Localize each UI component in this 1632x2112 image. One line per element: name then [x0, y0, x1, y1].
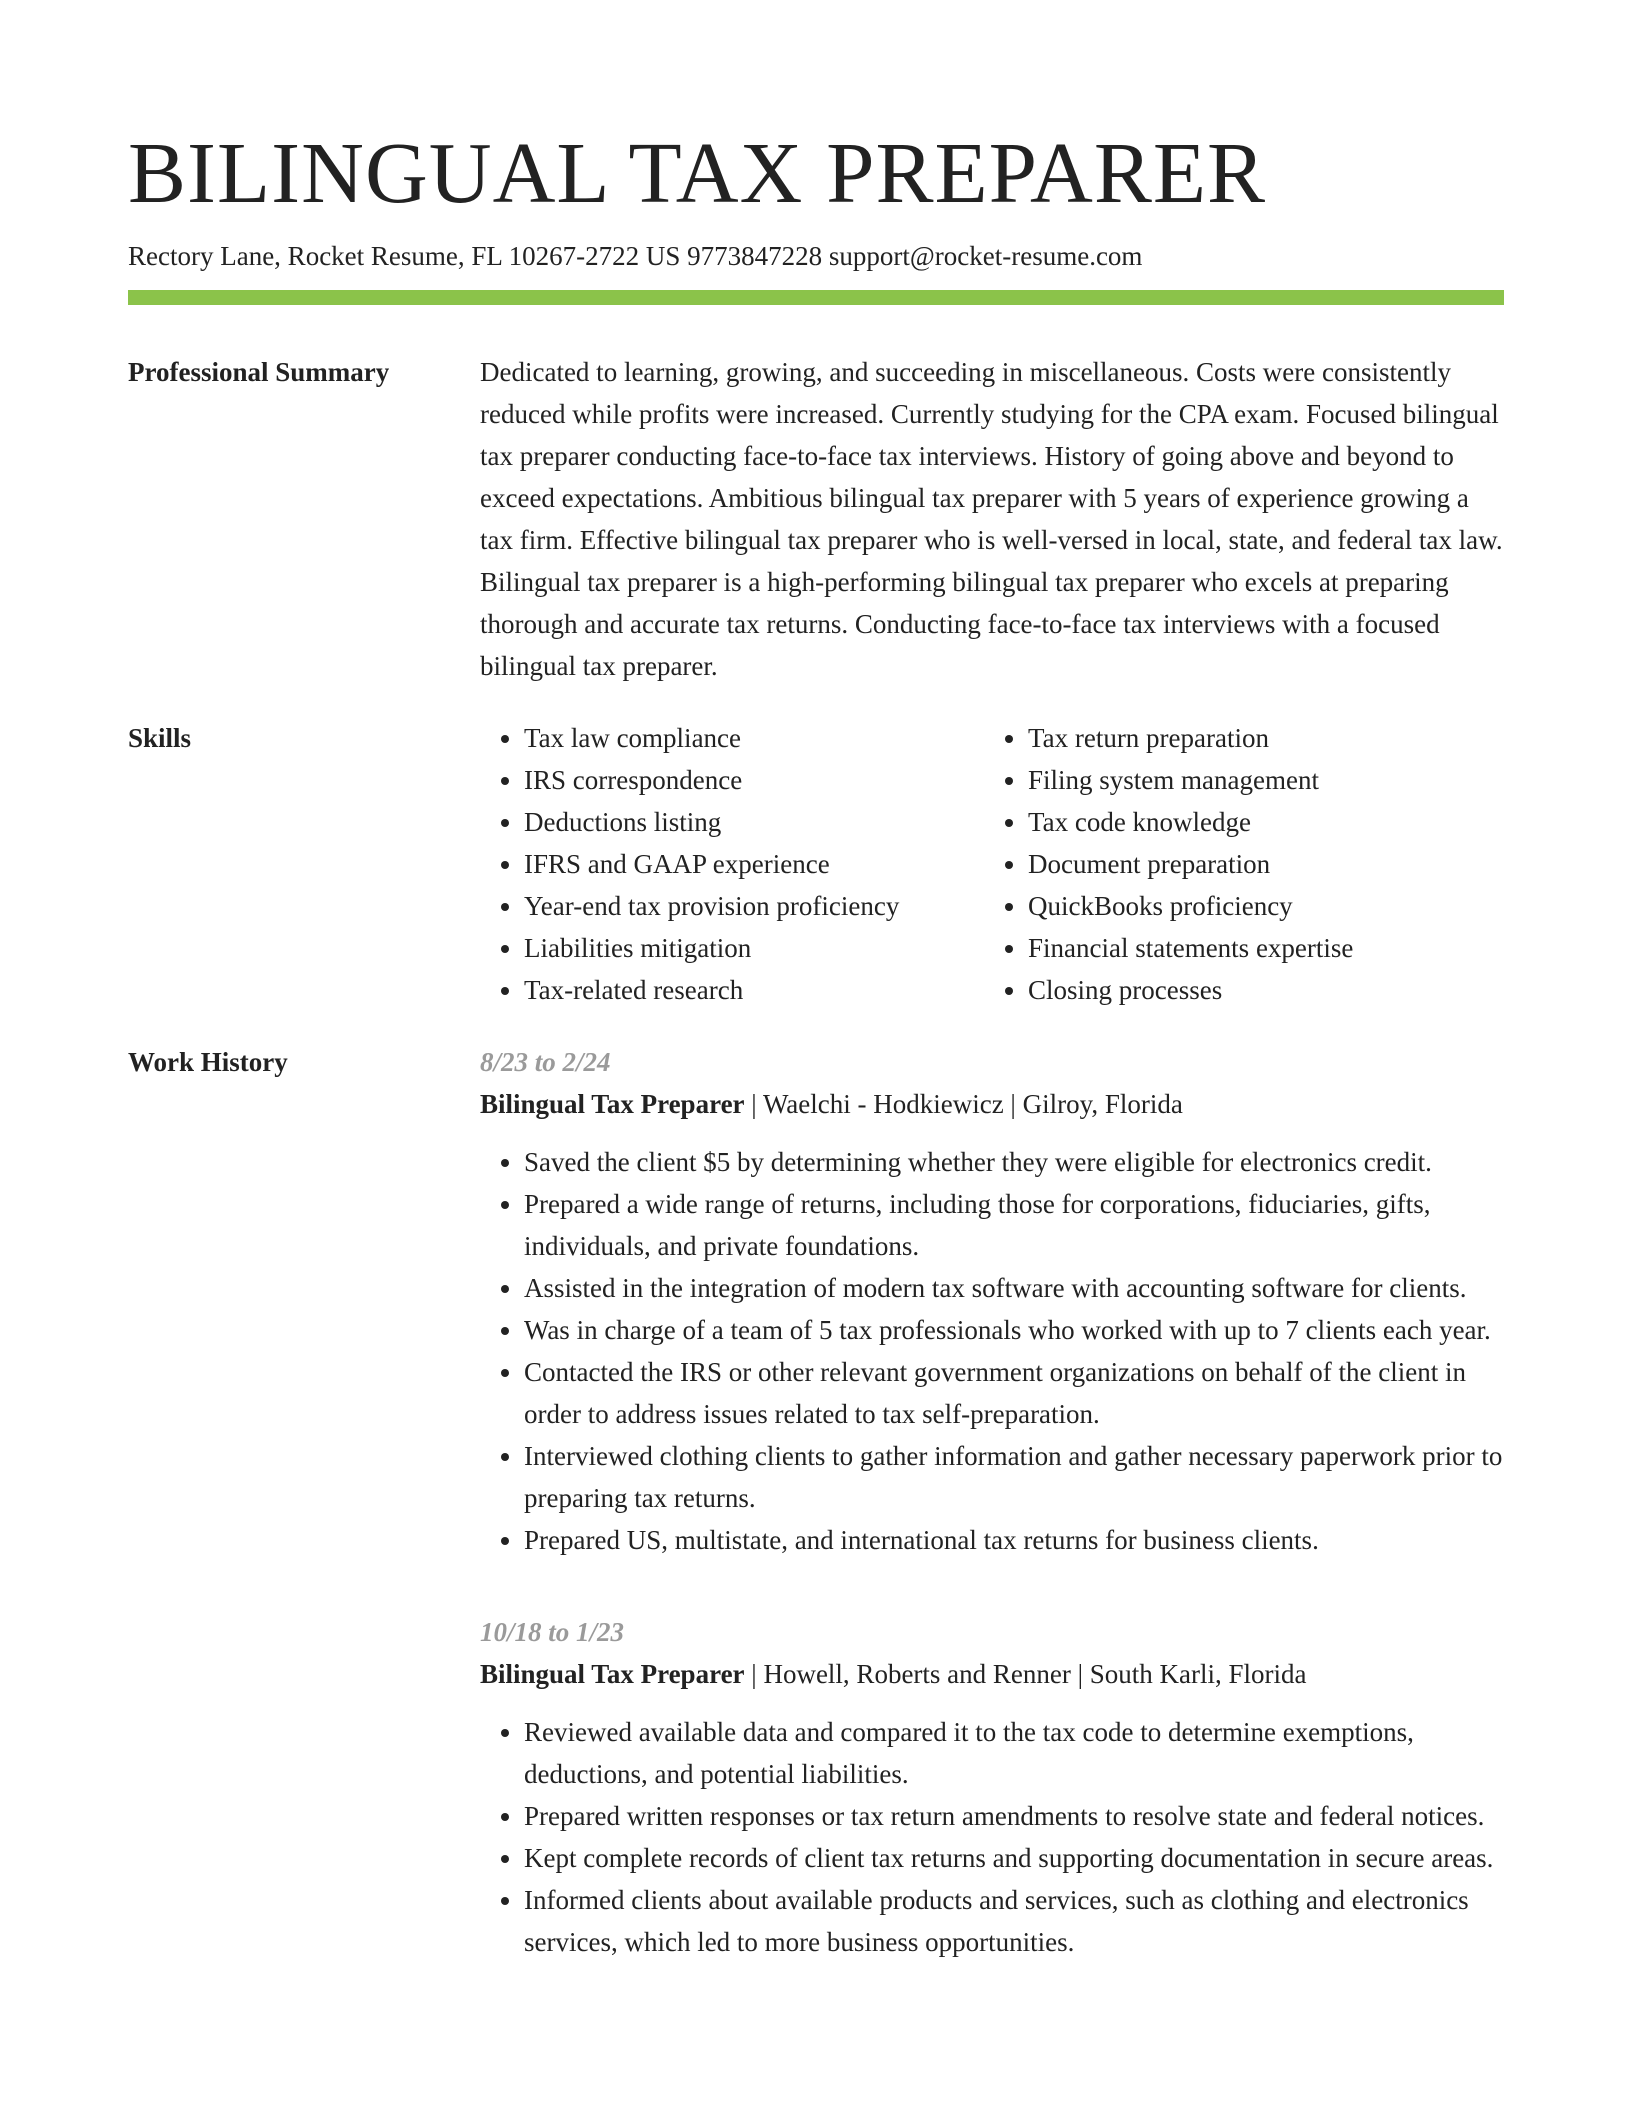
header-divider: [128, 290, 1504, 305]
job-details: | Waelchi - Hodkiewicz | Gilroy, Florida: [744, 1089, 1183, 1119]
job-bullet: • Was in charge of a team of 5 tax professionals who worked with up to 7 clients each year.: [524, 1309, 1504, 1351]
job-bullet: • Saved the client $5 by determining whether they were eligible for electronics credit.: [524, 1141, 1504, 1183]
skill-item: • Tax-related research: [524, 969, 984, 1011]
job-dates: 10/18 to 1/23: [480, 1617, 625, 1647]
job-bullet: • Prepared US, multistate, and international tax returns for business clients.: [524, 1519, 1504, 1561]
skill-item: • Tax code knowledge: [1028, 801, 1353, 843]
job-entry: [480, 1041, 1504, 1561]
skill-item: • Financial statements expertise: [1028, 927, 1353, 969]
job-title: Bilingual Tax Preparer: [480, 1089, 745, 1119]
job-entry: [480, 1611, 1504, 1963]
skill-item: • Tax return preparation: [1028, 717, 1353, 759]
skill-item: • Document preparation: [1028, 843, 1353, 885]
job-bullet: • Informed clients about available products and services, such as clothing and electronics services, which led to more business opportunities.: [524, 1879, 1504, 1963]
contact-line: Rectory Lane, Rocket Resume, FL 10267-2722 US 9773847228 support@rocket-resume.com: [128, 241, 1143, 271]
section-title-professional-summary: Professional Summary: [128, 357, 390, 387]
professional-summary-section: [128, 355, 1504, 687]
work-history-body: [480, 1045, 1504, 2017]
skills-right-list: [984, 717, 1353, 1011]
job-title-line: [480, 1653, 1504, 1695]
skill-item: • Year-end tax provision proficiency: [524, 885, 984, 927]
professional-summary-body: [480, 355, 1504, 687]
job-bullet: • Prepared written responses or tax return amendments to resolve state and federal notices.: [524, 1795, 1504, 1837]
skills-left-list: [480, 717, 984, 1011]
job-bullets: [480, 1711, 1504, 1963]
section-title-skills: Skills: [128, 723, 192, 753]
job-bullet: • Kept complete records of client tax returns and supporting documentation in secure areas.: [524, 1837, 1504, 1879]
job-bullet: • Prepared a wide range of returns, including those for corporations, fiduciaries, gifts, individuals, and private foundations.: [524, 1183, 1504, 1267]
job-dates: 8/23 to 2/24: [480, 1047, 611, 1077]
skill-item: • IFRS and GAAP experience: [524, 843, 984, 885]
skill-item: • QuickBooks proficiency: [1028, 885, 1353, 927]
job-title-line: [480, 1083, 1504, 1125]
job-title: Bilingual Tax Preparer: [480, 1659, 745, 1689]
skill-item: • Filing system management: [1028, 759, 1353, 801]
job-details: | Howell, Roberts and Renner | South Karli, Florida: [744, 1659, 1307, 1689]
skills-grid: [480, 717, 1504, 1011]
skill-item: • Deductions listing: [524, 801, 984, 843]
resume-page: [128, 118, 1504, 2017]
job-bullets: [480, 1141, 1504, 1561]
skill-item: • Tax law compliance: [524, 717, 984, 759]
resume-name: BILINGUAL TAX PREPARER: [128, 124, 1267, 221]
skill-item: • Closing processes: [1028, 969, 1353, 1011]
job-bullet: • Assisted in the integration of modern tax software with accounting software for clients.: [524, 1267, 1504, 1309]
skill-item: • Liabilities mitigation: [524, 927, 984, 969]
job-bullet: • Contacted the IRS or other relevant government organizations on behalf of the client in order to address issues related to tax self-preparation.: [524, 1351, 1504, 1435]
job-bullet: • Reviewed available data and compared it to the tax code to determine exemptions, deductions, and potential liabilities.: [524, 1711, 1504, 1795]
skills-body: [480, 721, 1504, 1011]
skill-item: • IRS correspondence: [524, 759, 984, 801]
work-history-section: [128, 1045, 1504, 2017]
skills-section: [128, 721, 1504, 1011]
job-bullet: • Interviewed clothing clients to gather information and gather necessary paperwork prior to preparing tax returns.: [524, 1435, 1504, 1519]
professional-summary-text: Dedicated to learning, growing, and succeeding in miscellaneous. Costs were consistently reduced while profits were increased. Currently studying for the CPA exam. Focused bilingual tax preparer conducting face-to-face tax interviews. History of going above and beyond to exceed expectations. Ambitious bilingual tax preparer with 5 years of experience growing a tax firm. Effective bilingual tax preparer who is well-versed in local, state, and federal tax law. Bilingual tax preparer is a high-performing bilingual tax preparer who excels at preparing thorough and accurate tax returns. Conducting face-to-face tax interviews with a focused bilingual tax preparer.: [480, 357, 1503, 681]
section-title-work-history: Work History: [128, 1047, 288, 1077]
